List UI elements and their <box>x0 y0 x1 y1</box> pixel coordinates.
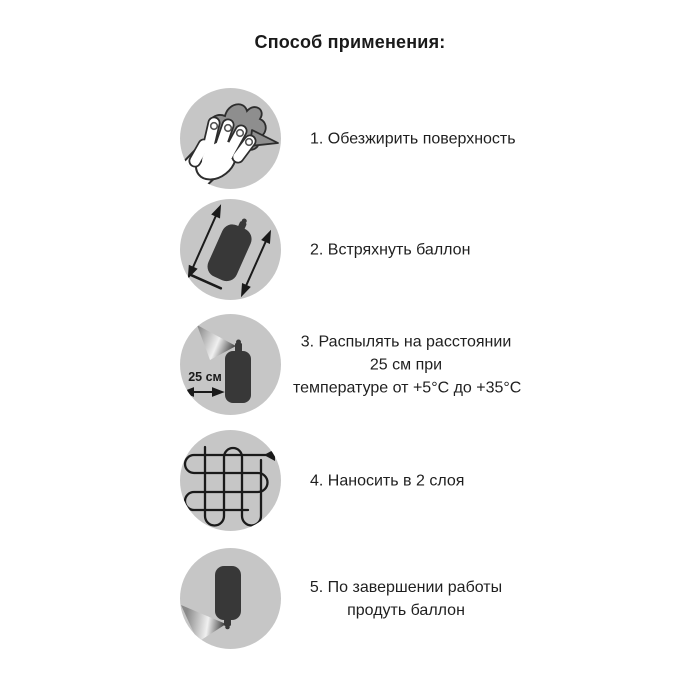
page-title: Способ применения: <box>254 32 446 52</box>
spray-distance-icon <box>180 314 281 415</box>
distance-arrow <box>184 389 222 396</box>
step-line: 1. Обезжирить поверхность <box>310 130 516 147</box>
step-1-text <box>310 127 570 150</box>
can-shape <box>215 566 241 620</box>
purge-can-icon <box>180 548 281 649</box>
crosshatch-pattern-icon <box>180 430 281 531</box>
step-line: 5. По завершении работы <box>309 578 503 596</box>
step-line: продуть баллон <box>347 601 465 619</box>
serpentine-horizontal-path <box>185 455 268 510</box>
step-line: 3. Распылять на расстоянии <box>300 333 512 350</box>
step-2-text <box>310 238 570 261</box>
step-3-text <box>293 330 522 399</box>
step-line: 4. Наносить в 2 слоя <box>310 472 465 489</box>
step-5-text <box>293 576 519 622</box>
purge-can-graphic <box>180 548 281 649</box>
hand-wipe-graphic <box>180 88 281 189</box>
distance-label: 25 см <box>188 370 222 384</box>
spray-distance-graphic <box>180 314 281 415</box>
step-4-text <box>310 469 570 492</box>
spray-direction-arrowhead <box>264 449 275 461</box>
crosshatch-graphic <box>180 430 281 531</box>
shake-can-graphic <box>180 199 281 300</box>
step-line: температуре от +5°С до +35°С <box>293 379 522 396</box>
can-shape <box>204 221 255 285</box>
can-shape <box>225 351 251 403</box>
step-3-spray-distance <box>0 314 700 415</box>
hand-wipe-icon <box>180 88 281 189</box>
serpentine-vertical-path <box>205 447 261 526</box>
shake-can-icon <box>180 199 281 300</box>
step-4-two-coats <box>0 430 700 531</box>
can-nozzle-tip <box>225 625 230 630</box>
step-5-purge <box>0 548 700 649</box>
step-1-degrease <box>0 88 700 189</box>
step-2-shake <box>0 199 700 300</box>
step-line: 25 см при <box>369 356 443 373</box>
step-line: 2. Встряхнуть баллон <box>310 241 471 258</box>
can-nozzle-tip <box>236 340 241 345</box>
